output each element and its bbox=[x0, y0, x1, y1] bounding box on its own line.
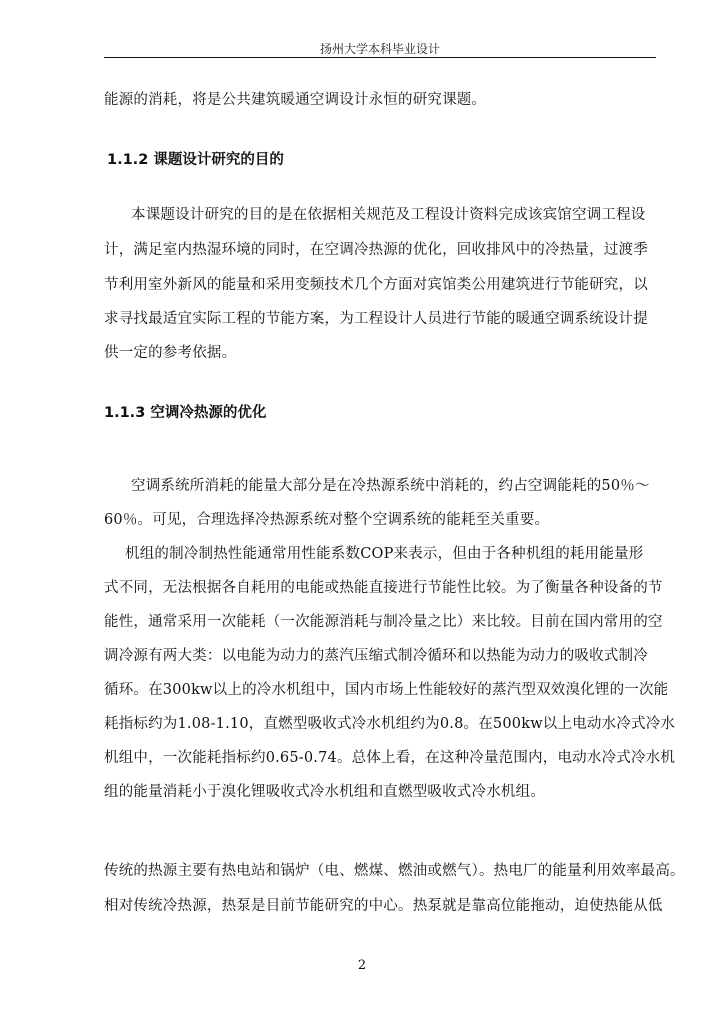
paragraph-line: 计，满足室内热湿环境的同时，在空调冷热源的优化，回收排风中的冷热量，过渡季 bbox=[104, 242, 648, 258]
paragraph-line: 本课题设计研究的目的是在依据相关规范及工程设计资料完成该宾馆空调工程设 bbox=[131, 207, 646, 223]
paragraph-line: 机组中，一次能耗指标约0.65-0.74。总体上看，在这种冷量范围内，电动水冷式冷水机 bbox=[104, 750, 676, 766]
section-heading-1-1-3: 1.1.3 空调冷热源的优化 bbox=[104, 405, 267, 421]
paragraph-line: 求寻找最适宜实际工程的节能方案，为工程设计人员进行节能的暖通空调系统设计提 bbox=[104, 311, 648, 327]
paragraph-line: 相对传统冷热源，热泵是目前节能研究的中心。热泵就是靠高位能拖动，迫使热能从低 bbox=[104, 898, 663, 914]
paragraph-line: 机组的制冷制热性能通常用性能系数COP来表示，但由于各种机组的耗用能量形 bbox=[125, 546, 644, 562]
paragraph-line: 组的能量消耗小于溴化锂吸收式冷水机组和直燃型吸收式冷水机组。 bbox=[104, 784, 545, 800]
paragraph-line: 耗指标约为1.08-1.10，直燃型吸收式冷水机组约为0.8。在500kw以上电动水冷式冷水 bbox=[104, 716, 676, 732]
paragraph-line: 节利用室外新风的能量和采用变频技术几个方面对宾馆类公用建筑进行节能研究，以 bbox=[104, 277, 648, 293]
header-rule bbox=[104, 57, 656, 58]
paragraph-line: 空调系统所消耗的能量大部分是在冷热源系统中消耗的，约占空调能耗的50％～ bbox=[131, 478, 650, 494]
paragraph-line: 传统的热源主要有热电站和锅炉（电、燃煤、燃油或燃气）。热电厂的能量利用效率最高。 bbox=[104, 863, 685, 879]
paragraph-line: 60％。可见，合理选择冷热源系统对整个空调系统的能耗至关重要。 bbox=[104, 512, 550, 528]
paragraph-line: 式不同，无法根据各自耗用的电能或热能直接进行节能性比较。为了衡量各种设备的节 bbox=[104, 580, 663, 596]
paragraph-line: 能性，通常采用一次能耗（一次能源消耗与制冷量之比）来比较。目前在国内常用的空 bbox=[104, 614, 663, 630]
paragraph-line: 供一定的参考依据。 bbox=[104, 345, 237, 361]
paragraph-line: 调冷源有两大类：以电能为动力的蒸汽压缩式制冷循环和以热能为动力的吸收式制冷 bbox=[104, 648, 648, 664]
paragraph-line: 能源的消耗，将是公共建筑暖通空调设计永恒的研究课题。 bbox=[104, 92, 487, 108]
paragraph-line: 循环。在300kw以上的冷水机组中，国内市场上性能较好的蒸汽型双效溴化锂的一次能 bbox=[104, 682, 669, 698]
section-heading-1-1-2: 1.1.2 课题设计研究的目的 bbox=[107, 152, 284, 168]
page-number: 2 bbox=[357, 958, 367, 973]
header-title: 扬州大学本科毕业设计 bbox=[319, 42, 440, 56]
